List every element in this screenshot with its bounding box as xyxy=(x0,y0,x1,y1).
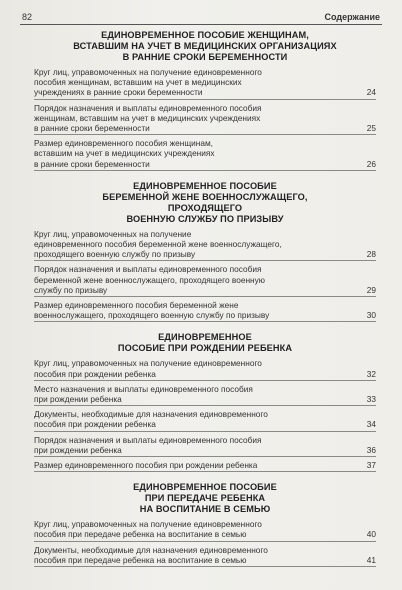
toc-entry-text: службу по призыву xyxy=(34,284,108,295)
section-heading-line: ЕДИНОВРЕМЕННОЕ ПОСОБИЕ xyxy=(133,180,277,191)
toc-entry xyxy=(34,519,376,541)
toc-entry-text: Документы, необходимые для назначения единовременного xyxy=(34,544,268,555)
toc-entry xyxy=(34,229,376,262)
toc-section xyxy=(34,332,376,472)
toc-entry xyxy=(34,545,376,567)
toc-entry-page-number: 33 xyxy=(366,394,376,405)
toc-entry-page-number: 34 xyxy=(366,419,376,430)
toc-entry-list xyxy=(34,229,376,323)
toc-entry-text: Порядок назначения и выплаты единовременного пособия xyxy=(34,434,262,445)
toc-entry-page-number: 29 xyxy=(366,284,376,295)
toc-entry xyxy=(34,67,376,100)
toc-entry-text: проходящего военную службу по призыву xyxy=(34,249,196,260)
toc-entry-text: пособия при передаче ребенка на воспитание в семью xyxy=(34,554,247,565)
toc-section xyxy=(34,181,376,323)
toc-entry-text: военнослужащего, проходящего военную службу по призыву xyxy=(34,310,270,321)
toc-section xyxy=(34,482,376,567)
section-heading xyxy=(34,181,376,225)
toc-entry xyxy=(34,384,376,406)
toc-entry-text: Круг лиц, управомоченных на получение xyxy=(34,228,192,239)
section-heading-line: ЕДИНОВРЕМЕННОЕ ПОСОБИЕ xyxy=(133,482,277,493)
toc-entry-page-number: 41 xyxy=(366,554,376,565)
toc-entry xyxy=(34,103,376,136)
section-heading-line: ВСТАВШИМ НА УЧЕТ В МЕДИЦИНСКИХ ОРГАНИЗАЦИЯХ xyxy=(73,41,337,51)
toc-entry xyxy=(34,435,376,457)
toc-entry-page-number: 26 xyxy=(366,158,376,169)
toc-entry xyxy=(34,300,376,322)
toc-entry-page-number: 36 xyxy=(366,444,376,455)
toc-entry-text: учреждениях в ранние сроки беременности xyxy=(34,87,203,98)
toc-entry-page-number: 30 xyxy=(366,310,376,321)
toc-entry-text: Порядок назначения и выплаты единовременного пособия xyxy=(34,102,262,113)
section-heading xyxy=(34,30,376,63)
toc-entry-text: при рождении ребенка xyxy=(34,444,122,455)
section-heading-line: В РАННИЕ СРОКИ БЕРЕМЕННОСТИ xyxy=(122,52,288,62)
toc-entry-text: пособия при рождении ребенка xyxy=(34,419,156,430)
toc-section xyxy=(34,30,376,171)
section-heading-line: БЕРЕМЕННОЙ ЖЕНЕ ВОЕННОСЛУЖАЩЕГО, xyxy=(102,191,308,202)
section-heading-line: ВОЕННУЮ СЛУЖБУ ПО ПРИЗЫВУ xyxy=(126,213,284,224)
toc-entry xyxy=(34,409,376,431)
section-heading xyxy=(34,332,376,354)
table-of-contents xyxy=(34,30,376,577)
section-heading-line: ПОСОБИЕ ПРИ РОЖДЕНИИ РЕБЕНКА xyxy=(117,343,293,354)
toc-entry xyxy=(34,138,376,171)
toc-entry-page-number: 40 xyxy=(366,529,376,540)
toc-entry xyxy=(34,264,376,297)
header-divider xyxy=(20,24,382,25)
toc-entry-text: Порядок назначения и выплаты единовременного пособия xyxy=(34,264,262,275)
toc-entry-list xyxy=(34,358,376,472)
toc-entry-text: в ранние сроки беременности xyxy=(34,158,150,169)
toc-entry-page-number: 24 xyxy=(366,87,376,98)
section-heading-line: НА ВОСПИТАНИЕ В СЕМЬЮ xyxy=(139,504,271,515)
toc-entry-text: Размер единовременного пособия беременной жене xyxy=(34,300,239,311)
toc-entry-page-number: 28 xyxy=(366,249,376,260)
section-heading-line: ЕДИНОВРЕМЕННОЕ ПОСОБИЕ ЖЕНЩИНАМ, xyxy=(101,30,309,40)
toc-entry-text: беременной жене военнослужащего, проходящего военную xyxy=(34,274,265,285)
toc-entry xyxy=(34,358,376,380)
toc-entry-list xyxy=(34,67,376,171)
toc-entry-text: женщинам, вставшим на учет в медицинских учреждениях xyxy=(34,112,261,123)
toc-entry-text: Круг лиц, управомоченных на получение единовременного xyxy=(34,358,262,369)
page-number: 82 xyxy=(22,12,33,22)
section-heading-line: ПРОХОДЯЩЕГО xyxy=(167,202,243,213)
toc-entry-page-number: 37 xyxy=(366,460,376,471)
toc-entry-text: Документы, необходимые для назначения единовременного xyxy=(34,409,268,420)
toc-entry-page-number: 25 xyxy=(366,123,376,134)
toc-entry-text: пособия при рождении ребенка xyxy=(34,368,156,379)
toc-entry-text: вставшим на учет в медицинских учреждениях xyxy=(34,148,215,159)
toc-entry-text: при рождении ребенка xyxy=(34,394,122,405)
section-heading xyxy=(34,482,376,515)
toc-entry-text: Размер единовременного пособия женщинам, xyxy=(34,138,213,149)
toc-entry-page-number: 32 xyxy=(366,368,376,379)
toc-entry-text: пособия женщинам, вставшим на учет в медицинских xyxy=(34,77,242,88)
toc-entry-text: пособия при передаче ребенка на воспитание в семью xyxy=(34,529,247,540)
section-heading-line: ПРИ ПЕРЕДАЧЕ РЕБЕНКА xyxy=(144,493,266,504)
running-section-title: Содержание xyxy=(324,12,380,22)
toc-entry-text: Размер единовременного пособия при рождении ребенка xyxy=(34,460,258,471)
toc-entry-text: Круг лиц, управомоченных на получение единовременного xyxy=(34,67,262,77)
toc-entry-text: Место назначения и выплаты единовременного пособия xyxy=(34,383,253,394)
toc-entry xyxy=(34,460,376,472)
toc-entry-text: в ранние сроки беременности xyxy=(34,123,150,134)
toc-entry-text: единовременного пособия беременной жене военнослужащего, xyxy=(34,239,282,250)
toc-entry-list xyxy=(34,519,376,567)
toc-entry-text: Круг лиц, управомоченных на получение единовременного xyxy=(34,519,262,530)
section-heading-line: ЕДИНОВРЕМЕННОЕ xyxy=(158,332,252,343)
